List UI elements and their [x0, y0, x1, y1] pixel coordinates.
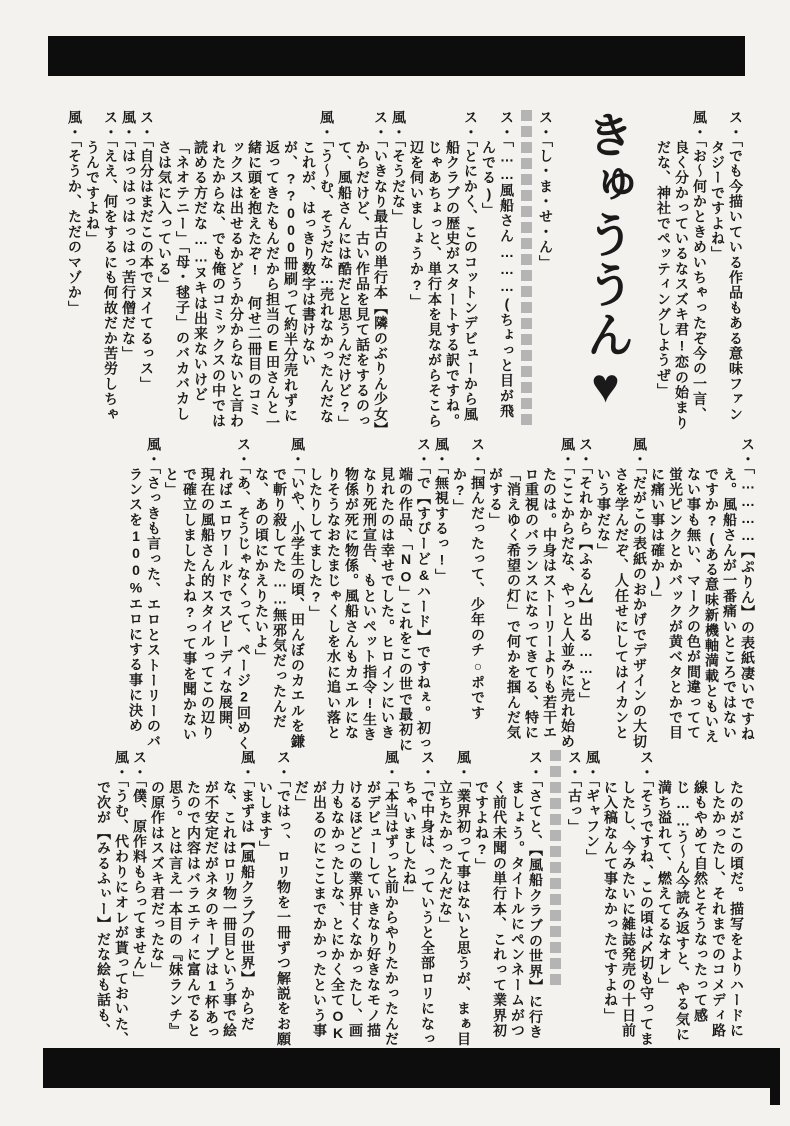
dialogue-paragraph: ス・「古っ」	[567, 750, 583, 835]
dialogue-paragraph: 風・「うむ、代わりにオレが貰っておいた、で次が【みるふぃー】だな絵も話も、	[96, 750, 130, 1047]
dialogue-paragraph: ス・「ええ、何をするにも何故だか苦労しちゃうんですよね」	[85, 110, 119, 423]
text-band-bottom	[95, 750, 746, 1048]
dialogue-paragraph: ス・「それから【ふるん】出る……と」	[578, 437, 594, 708]
dialogue-paragraph: ス・「で中身は、っていうと全部ロリになっちゃいましたね」	[402, 750, 436, 1047]
dialogue-paragraph: ス・「でも今描いている作品もある意味ファンタジーですよね」	[710, 110, 744, 423]
text-band-middle	[127, 437, 757, 755]
dotted-divider	[521, 110, 532, 429]
dotted-divider	[550, 750, 561, 988]
dialogue-paragraph: 風・「業界初って事はないと思うが、まぁ目立ちたかったんだな」	[438, 750, 472, 1047]
dialogue-paragraph: ス・「自分はまだこの本でヌイてるっス」	[139, 110, 155, 392]
text-band-top	[66, 110, 745, 432]
dialogue-paragraph: ス・「そうですね、この頃は〆切も守ってましたし、今みたいに雑誌発売の十日前に入稿なんて事なかったですよね」	[603, 750, 655, 1047]
dialogue-paragraph: 風・「ここからだな、やっと人並みに売れ始めたのは。中身はストーリーよりも若干エロ重視のバランスになってきてる、特に「消えゆく希望の灯」で何かを掴んだ気がする」	[488, 437, 576, 750]
dialogue-paragraph: たのがこの頃だ。描写をよりハードにしたかったし、それまでのコメディ路線もやめて自然とそうなったって感じ……う〜ん今読み返すと、やる気に満ち溢れて、燃えてるなオレ」	[657, 780, 745, 1043]
dialogue-paragraph: ス・「とにかく、このコットンデビューから風船クラブの歴史がスタートする訳ですね。じゃあちょっと、単行本を見ながらそこら辺を伺いましょうか?」	[409, 110, 479, 429]
dialogue-paragraph: 風・「はっはっはっはっ苦行僧だな」	[121, 110, 137, 362]
dialogue-paragraph: ス・「さてと、【風船クラブの世界】に行きましょう。タイトルにペンネームがつく前代未聞の単行本、これって業界初ですよね?」	[474, 750, 544, 1040]
dialogue-paragraph: ス・「……風船さん………(ちょっと目が飛んでる)」	[481, 110, 515, 419]
dialogue-paragraph: 風・「さっきも言った、エロとストーリーのバランスを100%エロにする事に決め	[128, 437, 162, 750]
page-corner-notch	[770, 1085, 780, 1105]
dialogue-paragraph: 風・「そうだな」	[391, 110, 407, 225]
dialogue-paragraph: 風・「そうか、ただのマゾか」	[67, 110, 83, 316]
dialogue-paragraph: 風・「お〜何かときめいちゃったぞ今の一言、良く分かっているなスズキ君!恋の始まりだな、神社でペッティングしようぜ」	[656, 110, 708, 431]
dialogue-paragraph: ス・「僕、原作料もらってません」	[132, 750, 148, 987]
dialogue-paragraph: ス・「ではっ、ロリ物を一冊ずつ解説をお願いします」	[258, 750, 292, 1047]
top-black-bar	[48, 36, 745, 76]
dialogue-paragraph: ス・「いきなり最古の単行本【隣のぶりん少女】からだけど、古い作品を見て話をするのって、風船さんには酷だと思うんだけど?」	[337, 110, 389, 431]
dialogue-paragraph: ス・「掴んだったって、少年のチ○ポですか?」	[452, 437, 486, 721]
dialogue-paragraph: 風・「だがこの表紙のおかげでデザインの大切さを学んだぞ、人任せにしてはイカンという事だな」	[596, 437, 648, 750]
dialogue-paragraph: 風・「無視するっ!」	[434, 437, 450, 584]
dialogue-paragraph: ス・「あ、そうじゃなくって、ページ2回めくればエロワールドでスピーディな展開、現在の風船さん的スタイルってこの辺りで確立しましたよね?って事を聞かないと」	[164, 437, 252, 752]
dialogue-paragraph: ス・「し・ま・せ・ん」	[538, 110, 554, 271]
dialogue-paragraph: 風・「いや、小学生の頃、田んぼのカエルを鎌で斬り殺してた……無邪気だったんだな、あの頃にかえりたいよ」	[254, 437, 306, 750]
dialogue-paragraph: 風・「う〜む、そうだな…売れなかったんだなこれが、はっきり数字は書けないが、??000冊刷って約半分売れずに返ってきたもんだから担当のE田さんと一緒に頭を抱えたぞ! 何せ二冊目のコミックスは出せるかどうか分からないと言われたからな、でも俺のコミックスの中では読める方だな……ヌキは出来ないけど「ネオテニー」「母・毬子」のバカバカしさは気に入っている」	[157, 110, 335, 431]
dialogue-paragraph: ス・「で【すぴーど&ハード】ですねぇ。初っ端の作品、「NO」これをこの世で最初に見れたのは幸せでした。ヒロインにいきなり死刑宣告、もといペット指令!生き物係が死に物係。風船さんもカエルになりそうなおたまじゃくしを水に追い落としたりしてました?」	[308, 437, 432, 753]
dialogue-paragraph: ス・「…………【ぷりん】の表紙凄いですねえ。風船さんが一番痛いところではないですか?(ある意味新機軸満載ともいえない事も無い、マークの色が間違ってて蛍光ピンクとかバックが黄ベタとかで目に痛い事は確か)」	[650, 437, 756, 745]
dialogue-paragraph: 風・「ギャフン」	[585, 750, 601, 865]
bottom-black-bar	[43, 1048, 780, 1088]
page-title: きゅううん♥	[579, 110, 632, 415]
dialogue-paragraph: 風・「まずは【風船クラブの世界】からだな、これはロリ物一冊目という事で絵が不安定だがネタのキープは1杯あったので内容はバラエティに富んでると思う。とは言え一本目の『妹ランチ』の原作はスズキ君だったな」	[150, 750, 256, 1041]
dialogue-paragraph: 風・「本当はずっと前からやりたかったんだがデビューしていきなり好きなモノ描けるほどこの業界甘くなかったし、画力もなかったしな、とにかく全てOKが出るのにここまでかかったという事だ」	[294, 750, 400, 1047]
